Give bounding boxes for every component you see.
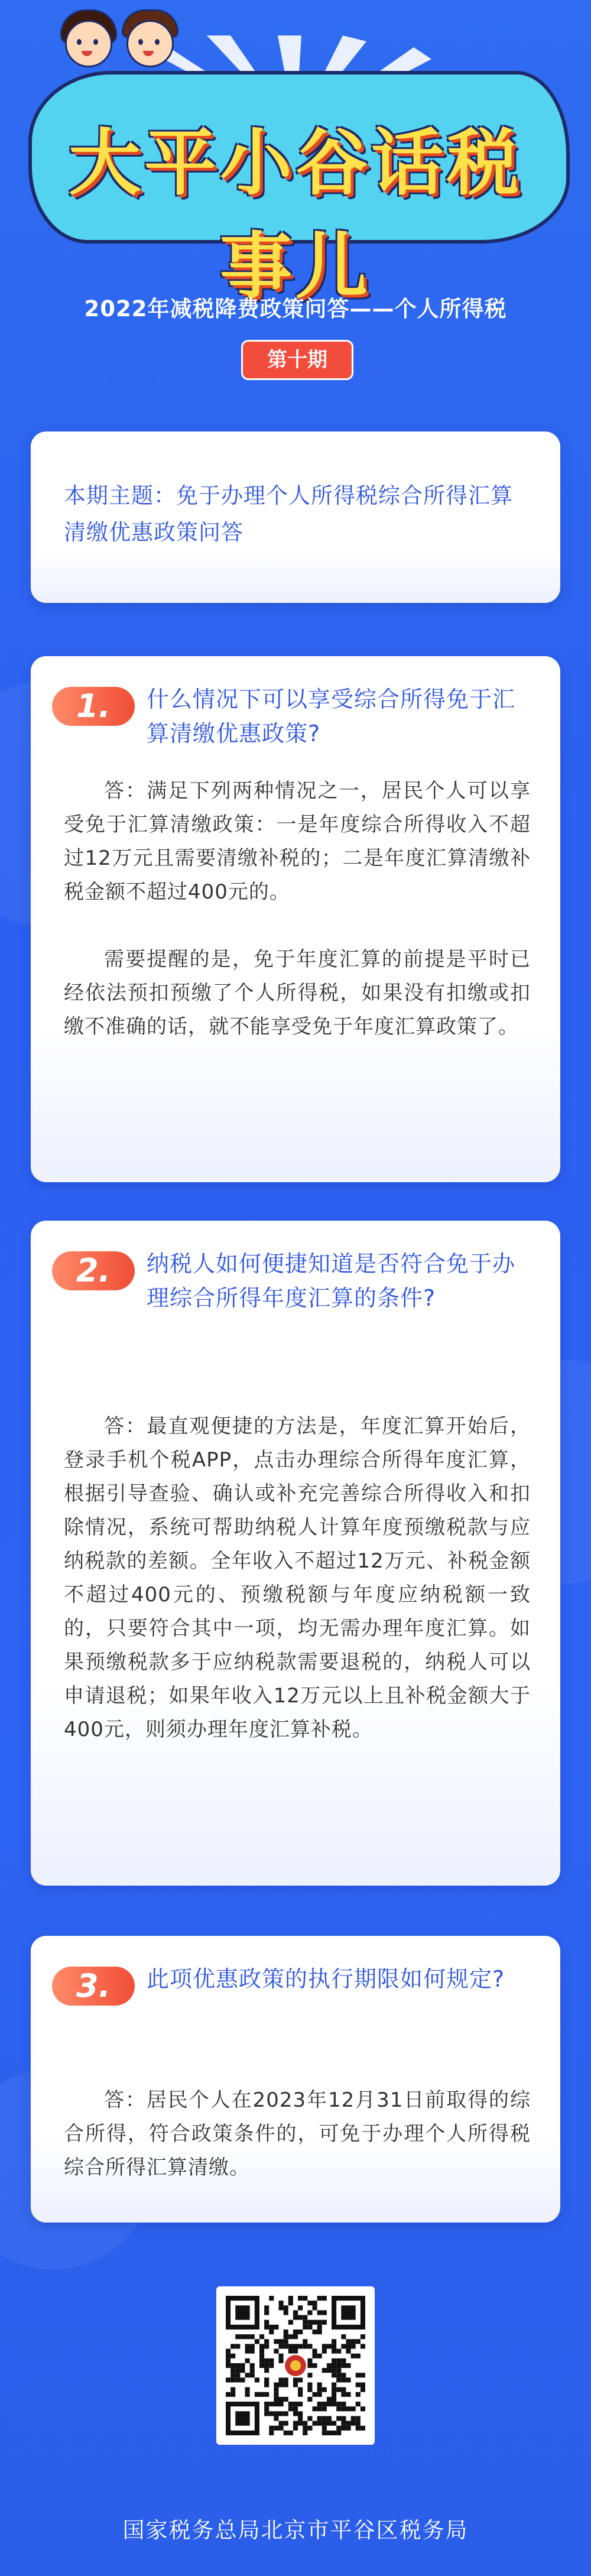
question-text: 此项优惠政策的执行期限如何规定?	[147, 1966, 505, 1992]
theme-text: 本期主题：免于办理个人所得税综合所得汇算清缴优惠政策问答	[64, 483, 513, 545]
question-number-badge: 3.	[52, 1967, 135, 2006]
qr-code[interactable]	[216, 2286, 375, 2445]
qr-code-icon	[226, 2296, 365, 2435]
qa-card-1	[31, 656, 560, 1182]
question-text: 纳税人如何便捷知道是否符合免于办理综合所得年度汇算的条件?	[147, 1251, 516, 1311]
answer-paragraph: 答：满足下列两种情况之一，居民个人可以享受免于汇算清缴政策：一是年度综合所得收入不超过12万元且需要清缴补税的；二是年度汇算清缴补税金额不超过400元的。	[64, 779, 531, 904]
boy-mascot-icon	[116, 5, 181, 70]
qa-card-3	[31, 1936, 560, 2223]
girl-mascot-icon	[54, 5, 119, 70]
answer-paragraph: 答：最直观便捷的方法是，年度汇算开始后，登录手机个税APP，点击办理综合所得年度汇算，根据引导查验、确认或补充完善综合所得收入和扣除情况，系统可帮助纳税人计算年度预缴税款与应纳税款的差额。全年收入不超过12万元、补税金额不超过400元的、预缴税额与年度应纳税额一致的，只要符合其中一项，均无需办理年度汇算。如果预缴税款多于应纳税款需要退税的，纳税人可以申请退税；如果年收入12万元以上且补税金额大于400元，则须办理年度汇算补税。	[64, 1414, 531, 1741]
answer-paragraph: 答：居民个人在2023年12月31日前取得的综合所得，符合政策条件的，可免于办理个人所得税综合所得汇算清缴。	[64, 2088, 531, 2179]
theme-card	[31, 432, 560, 603]
question-text: 什么情况下可以享受综合所得免于汇算清缴优惠政策?	[147, 686, 516, 747]
answer-text	[64, 2084, 531, 2185]
issue-badge: 第十期	[241, 340, 353, 380]
page-title: 大平小谷话税事儿	[69, 121, 522, 309]
question-number-badge: 2.	[52, 1251, 135, 1290]
answer-paragraph: 需要提醒的是，免于年度汇算的前提是平时已经依法预扣预缴了个人所得税，如果没有扣缴或扣缴不准确的话，就不能享受免于年度汇算政策了。	[64, 948, 531, 1039]
answer-text	[64, 774, 531, 1044]
footer-organization: 国家税务总局北京市平谷区税务局	[122, 2517, 469, 2543]
qa-card-2	[31, 1221, 560, 1886]
page-subtitle: 2022年减税降费政策问答——个人所得税	[84, 296, 507, 322]
question-number-badge: 1.	[52, 687, 135, 726]
answer-text	[64, 1410, 531, 1747]
